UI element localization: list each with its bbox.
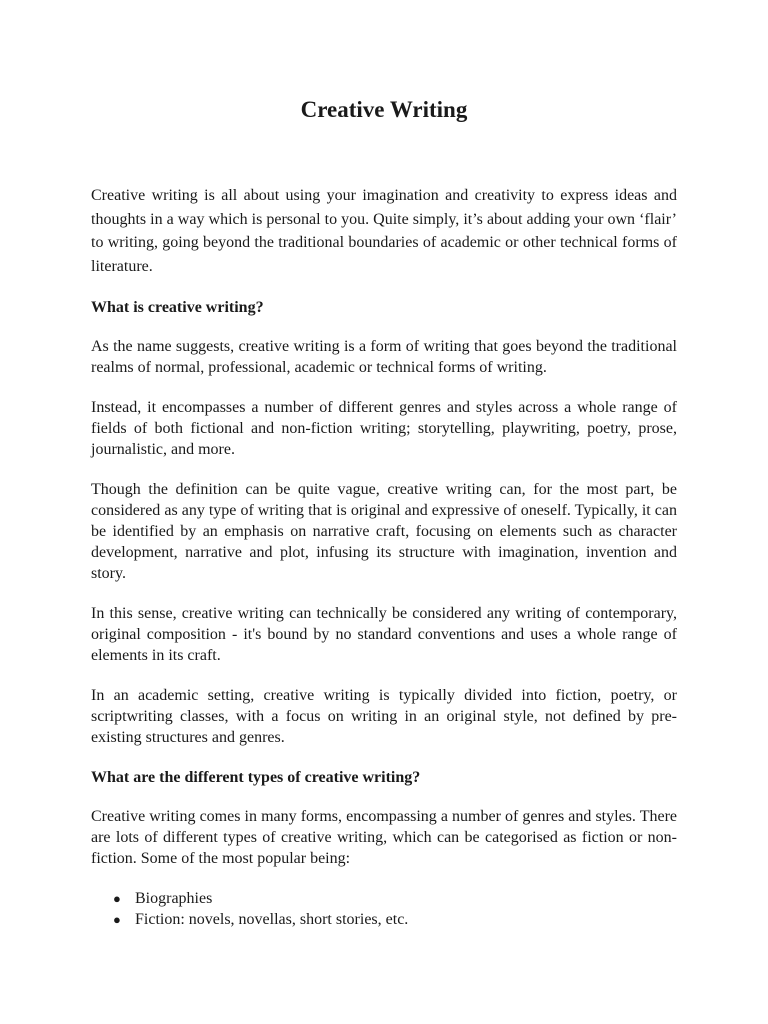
list-item	[91, 909, 677, 930]
document-page	[91, 0, 677, 930]
types-list	[91, 888, 677, 930]
paragraph-6: Creative writing comes in many forms, encompassing a number of genres and styles. There are lots of different types of creative writing, which can be categorised as fiction or non-fiction. Some of the most popular being:	[91, 808, 677, 867]
list-item-text: Fiction: novels, novellas, short stories, etc.	[135, 911, 409, 928]
bullet-icon: ●	[113, 912, 121, 927]
paragraph-1: As the name suggests, creative writing is a form of writing that goes beyond the traditional realms of normal, professional, academic or technical forms of writing.	[91, 338, 677, 376]
section-heading-what-is: What is creative writing?	[91, 299, 264, 316]
paragraph-3: Though the definition can be quite vague, creative writing can, for the most part, be considered as any type of writing that is original and expressive of oneself. Typically, it can be identified by an emphasis on narrative craft, focusing on elements such as character development, narrative and plot, infusing its structure with imagination, invention and story.	[91, 481, 677, 582]
list-item-text: Biographies	[135, 890, 213, 907]
list-item	[91, 888, 677, 909]
intro-paragraph: Creative writing is all about using your imagination and creativity to express ideas and thoughts in a way which is personal to you. Quite simply, it’s about adding your own ‘flair’ to writing, going beyond the traditional boundaries of academic or other technical forms of literature.	[91, 187, 677, 275]
paragraph-4: In this sense, creative writing can technically be considered any writing of contemporary, original composition - it's bound by no standard conventions and uses a whole range of elements in its craft.	[91, 605, 677, 664]
paragraph-2: Instead, it encompasses a number of different genres and styles across a whole range of fields of both fictional and non-fiction writing; storytelling, playwriting, poetry, prose, journalistic, and more.	[91, 399, 677, 458]
section-heading-types: What are the different types of creative writing?	[91, 769, 421, 786]
paragraph-5: In an academic setting, creative writing is typically divided into fiction, poetry, or scriptwriting classes, with a focus on writing in an original style, not defined by pre-existing structures and genres.	[91, 687, 677, 746]
bullet-icon: ●	[113, 891, 121, 906]
document-title: Creative Writing	[300, 97, 468, 122]
